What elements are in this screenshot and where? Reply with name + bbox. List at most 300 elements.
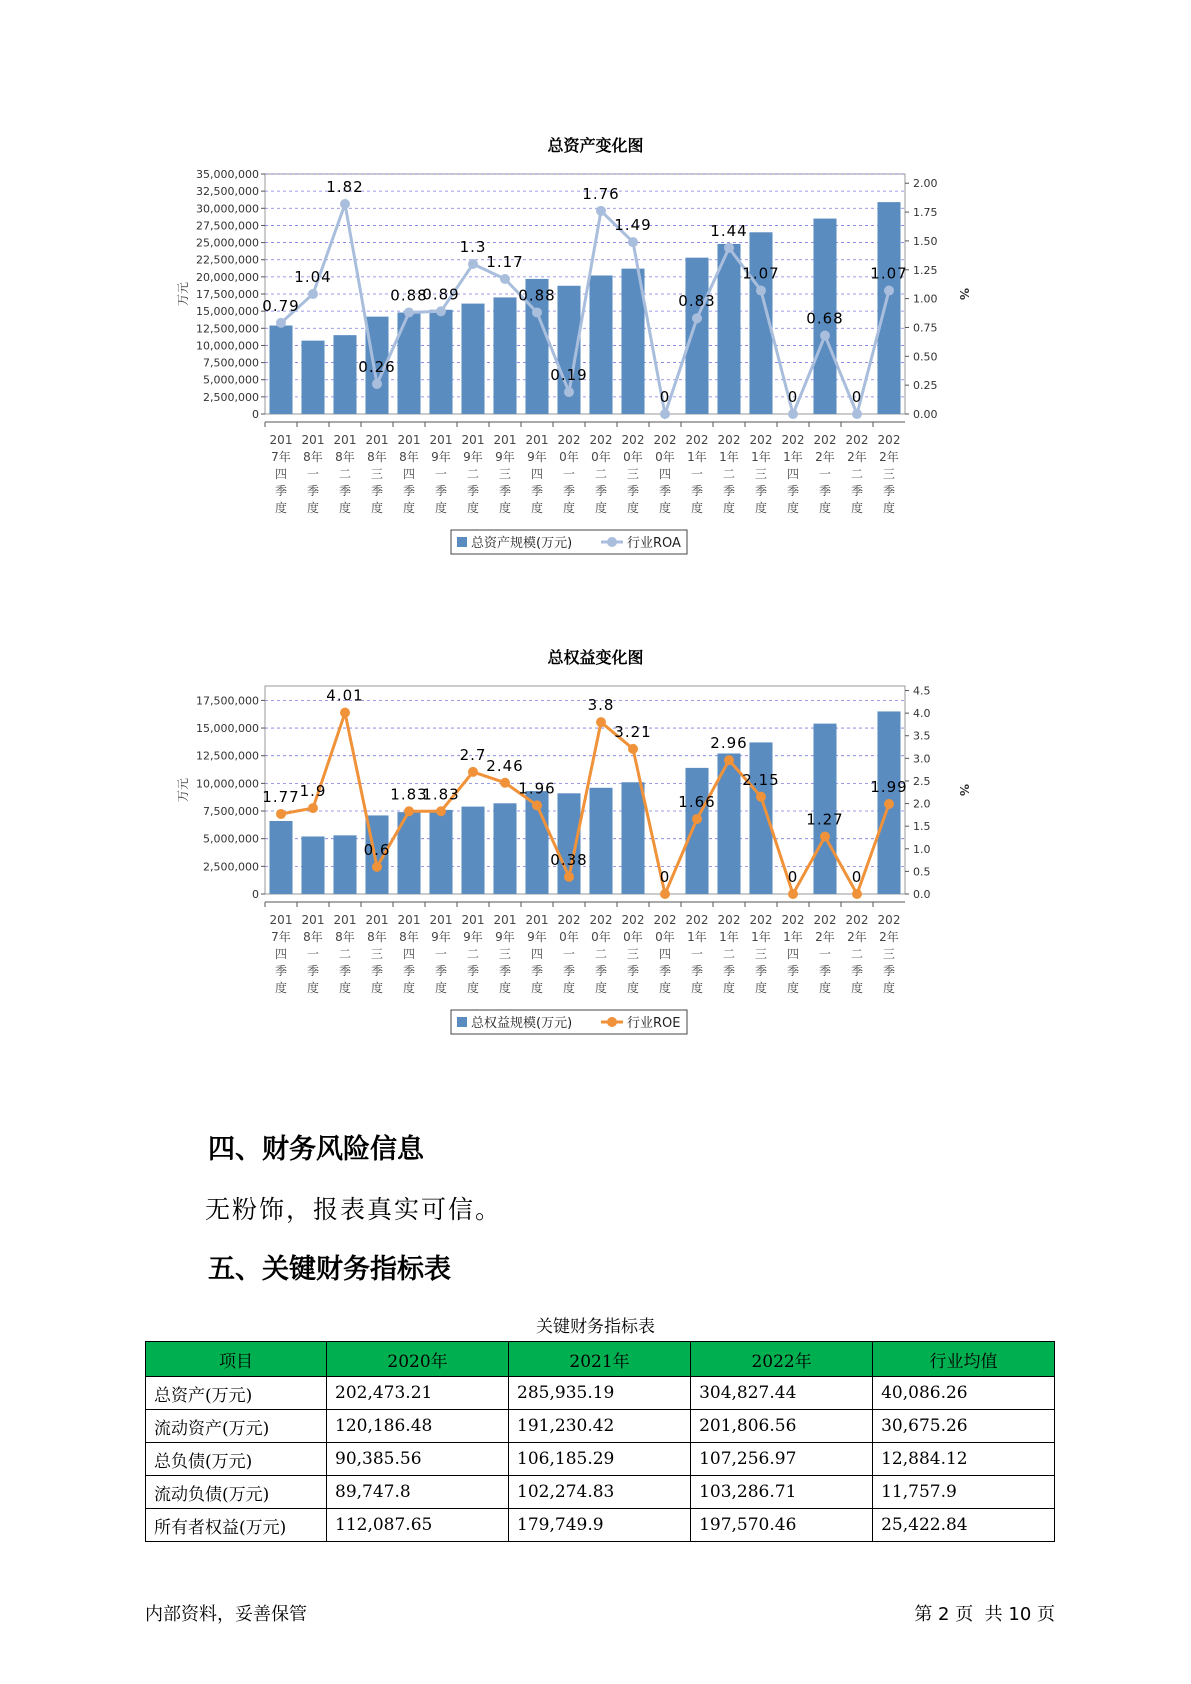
data-label: 0.6 xyxy=(363,840,391,859)
line-point xyxy=(468,767,478,777)
x-tick-label: 二 xyxy=(722,947,736,961)
table-cell: 202,473.21 xyxy=(327,1377,509,1410)
x-tick-label: 度 xyxy=(850,981,864,995)
line-point xyxy=(564,872,574,882)
line-point xyxy=(532,800,542,810)
data-label: 1.49 xyxy=(614,216,652,235)
line-point xyxy=(692,313,702,323)
x-tick-label: 季 xyxy=(434,964,448,978)
line-point xyxy=(340,708,350,718)
risk-text: 无粉饰，报表真实可信。 xyxy=(205,1195,503,1224)
x-tick-label: 度 xyxy=(338,981,352,995)
x-tick-label: 9年 xyxy=(431,450,451,464)
x-tick-label: 201 xyxy=(269,913,293,927)
table-cell: 112,087.65 xyxy=(327,1509,509,1542)
y2-tick-label: 3.5 xyxy=(913,729,931,743)
data-label: 1.99 xyxy=(870,778,908,797)
x-tick-label: 202 xyxy=(685,433,709,447)
table-cell: 107,256.97 xyxy=(691,1443,873,1476)
table-cell: 流动资产(万元) xyxy=(146,1410,327,1443)
x-tick-label: 二 xyxy=(338,947,352,961)
y2-tick-label: 1.5 xyxy=(913,820,931,834)
x-tick-label: 202 xyxy=(653,913,677,927)
x-tick-label: 202 xyxy=(621,913,645,927)
y2-axis-label: % xyxy=(957,783,971,797)
x-tick-label: 1年 xyxy=(783,930,803,944)
line-point xyxy=(404,307,414,317)
x-tick-label: 季 xyxy=(530,484,544,498)
y-axis-label: 万元 xyxy=(176,777,190,803)
x-tick-label: 201 xyxy=(461,433,485,447)
bar xyxy=(621,782,644,894)
x-tick-label: 度 xyxy=(818,981,832,995)
data-label: 0.38 xyxy=(550,850,588,869)
bar xyxy=(685,768,708,894)
x-tick-label: 度 xyxy=(754,501,768,515)
x-tick-label: 季 xyxy=(562,964,576,978)
table-cell: 流动负债(万元) xyxy=(146,1476,327,1509)
line-point xyxy=(628,744,638,754)
x-tick-label: 度 xyxy=(274,501,288,515)
chart1-title: 总资产变化图 xyxy=(547,136,644,155)
x-tick-label: 四 xyxy=(530,467,544,481)
x-tick-label: 8年 xyxy=(335,930,355,944)
y2-tick-label: 2.5 xyxy=(913,774,931,788)
x-tick-label: 202 xyxy=(717,433,741,447)
x-tick-label: 201 xyxy=(301,433,325,447)
x-tick-label: 度 xyxy=(626,981,640,995)
bar xyxy=(269,821,292,894)
x-tick-label: 三 xyxy=(882,467,896,481)
line-point xyxy=(756,792,766,802)
x-tick-label: 202 xyxy=(685,913,709,927)
bar xyxy=(333,335,356,414)
footer-note: 内部资料，妥善保管 xyxy=(145,1604,307,1625)
x-tick-label: 202 xyxy=(877,433,901,447)
y-tick-label: 32,500,000 xyxy=(196,185,259,199)
x-tick-label: 201 xyxy=(397,433,421,447)
x-tick-label: 季 xyxy=(786,964,800,978)
x-tick-label: 四 xyxy=(274,947,288,961)
bar xyxy=(685,258,708,414)
line-point xyxy=(660,889,670,899)
x-tick-label: 一 xyxy=(562,947,576,961)
bar xyxy=(461,304,484,414)
x-tick-label: 度 xyxy=(274,981,288,995)
x-tick-label: 201 xyxy=(525,913,549,927)
x-tick-label: 度 xyxy=(882,501,896,515)
x-tick-label: 一 xyxy=(306,467,320,481)
y-tick-label: 30,000,000 xyxy=(196,202,259,216)
bar xyxy=(429,810,452,894)
chart2-title: 总权益变化图 xyxy=(547,648,644,667)
y-tick-label: 5,000,000 xyxy=(203,832,259,846)
x-tick-label: 0年 xyxy=(559,930,579,944)
legend-line-marker xyxy=(607,537,617,547)
x-tick-label: 三 xyxy=(626,467,640,481)
y2-tick-label: 3.0 xyxy=(913,752,931,766)
x-tick-label: 三 xyxy=(754,947,768,961)
x-tick-label: 度 xyxy=(402,501,416,515)
x-tick-label: 季 xyxy=(274,964,288,978)
x-tick-label: 季 xyxy=(306,484,320,498)
y-tick-label: 7,500,000 xyxy=(203,805,259,819)
x-tick-label: 7年 xyxy=(271,930,291,944)
bar xyxy=(493,803,516,894)
table-cell: 总负债(万元) xyxy=(146,1443,327,1476)
line-point xyxy=(436,806,446,816)
x-tick-label: 季 xyxy=(338,484,352,498)
y-tick-label: 15,000,000 xyxy=(196,305,259,319)
x-tick-label: 8年 xyxy=(335,450,355,464)
bar xyxy=(877,202,900,414)
x-tick-label: 8年 xyxy=(367,450,387,464)
x-tick-label: 三 xyxy=(370,947,384,961)
legend-label: 行业ROE xyxy=(627,1016,681,1031)
x-tick-label: 0年 xyxy=(591,930,611,944)
x-tick-label: 202 xyxy=(877,913,901,927)
x-tick-label: 度 xyxy=(722,501,736,515)
table-row xyxy=(146,1443,1055,1476)
data-label: 1.66 xyxy=(678,792,716,811)
data-label: 0.68 xyxy=(806,309,844,328)
line-point xyxy=(884,286,894,296)
x-tick-label: 季 xyxy=(722,484,736,498)
x-tick-label: 202 xyxy=(813,913,837,927)
data-label: 4.01 xyxy=(326,686,364,705)
data-label: 1.3 xyxy=(459,238,487,256)
data-label: 0.19 xyxy=(550,366,588,385)
x-tick-label: 201 xyxy=(301,913,325,927)
line-point xyxy=(756,286,766,296)
x-tick-label: 四 xyxy=(786,947,800,961)
x-tick-label: 季 xyxy=(850,964,864,978)
y-tick-label: 20,000,000 xyxy=(196,270,259,284)
table-cell: 40,086.26 xyxy=(873,1377,1055,1410)
data-label: 1.07 xyxy=(870,264,908,283)
x-tick-label: 季 xyxy=(498,484,512,498)
x-tick-label: 季 xyxy=(466,964,480,978)
x-tick-label: 四 xyxy=(658,467,672,481)
table-heading: 五、关键财务指标表 xyxy=(208,1254,451,1285)
key-financial-table xyxy=(145,1341,1055,1542)
legend-label: 总权益规模(万元) xyxy=(471,1016,573,1031)
data-label: 0 xyxy=(659,388,671,406)
y-tick-label: 10,000,000 xyxy=(196,777,259,791)
x-tick-label: 202 xyxy=(589,913,613,927)
data-label: 0.79 xyxy=(262,296,300,315)
line-point xyxy=(436,306,446,316)
x-tick-label: 季 xyxy=(658,964,672,978)
x-tick-label: 季 xyxy=(402,484,416,498)
x-tick-label: 二 xyxy=(338,467,352,481)
line-point xyxy=(276,318,286,328)
x-tick-label: 二 xyxy=(466,947,480,961)
x-tick-label: 度 xyxy=(658,981,672,995)
table-header-cell: 项目 xyxy=(146,1342,327,1377)
x-tick-label: 201 xyxy=(525,433,549,447)
data-label: 2.7 xyxy=(459,745,487,764)
legend-bar-swatch xyxy=(457,537,467,547)
x-tick-label: 度 xyxy=(850,501,864,515)
x-tick-label: 度 xyxy=(466,981,480,995)
line-point xyxy=(564,387,574,397)
x-tick-label: 0年 xyxy=(559,450,579,464)
data-label: 0 xyxy=(851,868,863,886)
x-tick-label: 度 xyxy=(338,501,352,515)
x-tick-label: 季 xyxy=(722,964,736,978)
x-tick-label: 四 xyxy=(786,467,800,481)
x-tick-label: 1年 xyxy=(783,450,803,464)
x-tick-label: 201 xyxy=(493,913,517,927)
data-label: 0.26 xyxy=(358,358,396,376)
x-tick-label: 季 xyxy=(370,964,384,978)
x-tick-label: 三 xyxy=(754,467,768,481)
x-tick-label: 度 xyxy=(306,501,320,515)
x-tick-label: 8年 xyxy=(303,450,323,464)
table-cell: 106,185.29 xyxy=(509,1443,691,1476)
x-tick-label: 一 xyxy=(306,947,320,961)
line-point xyxy=(372,379,382,389)
line-point xyxy=(404,806,414,816)
x-tick-label: 度 xyxy=(882,981,896,995)
x-tick-label: 201 xyxy=(429,433,453,447)
x-tick-label: 二 xyxy=(850,467,864,481)
table-cell: 30,675.26 xyxy=(873,1410,1055,1443)
bar xyxy=(301,341,324,414)
data-label: 0.88 xyxy=(518,286,556,305)
table-cell: 304,827.44 xyxy=(691,1377,873,1410)
data-label: 0 xyxy=(787,388,799,406)
x-tick-label: 度 xyxy=(306,981,320,995)
x-tick-label: 202 xyxy=(717,913,741,927)
y-tick-label: 17,500,000 xyxy=(196,288,259,301)
x-tick-label: 三 xyxy=(882,947,896,961)
x-tick-label: 季 xyxy=(850,484,864,498)
y2-tick-label: 1.75 xyxy=(913,206,938,220)
x-tick-label: 季 xyxy=(338,964,352,978)
y-tick-label: 0 xyxy=(252,888,259,901)
x-tick-label: 四 xyxy=(274,467,288,481)
x-tick-label: 度 xyxy=(402,981,416,995)
line-point xyxy=(788,889,798,899)
x-tick-label: 0年 xyxy=(591,450,611,464)
data-label: 1.77 xyxy=(262,787,300,806)
y2-tick-label: 1.50 xyxy=(913,234,938,248)
data-label: 1.96 xyxy=(518,779,556,798)
x-tick-label: 8年 xyxy=(303,930,323,944)
x-tick-label: 一 xyxy=(562,467,576,481)
y2-tick-label: 2.0 xyxy=(913,797,931,811)
x-tick-label: 度 xyxy=(626,501,640,515)
x-tick-label: 2年 xyxy=(847,450,867,464)
x-tick-label: 二 xyxy=(850,947,864,961)
data-label: 1.82 xyxy=(326,178,364,196)
table-header-cell: 2021年 xyxy=(509,1342,691,1377)
x-tick-label: 202 xyxy=(621,433,645,447)
y-tick-label: 22,500,000 xyxy=(196,253,259,267)
total-equity-chart xyxy=(0,672,1191,1102)
line-point xyxy=(596,717,606,727)
x-tick-label: 度 xyxy=(658,501,672,515)
line-point xyxy=(820,331,830,341)
x-tick-label: 度 xyxy=(466,501,480,515)
page-number: 第 2 页 共 10 页 xyxy=(914,1604,1055,1625)
x-tick-label: 季 xyxy=(882,964,896,978)
line-point xyxy=(532,307,542,317)
x-tick-label: 2年 xyxy=(847,930,867,944)
x-tick-label: 202 xyxy=(813,433,837,447)
y-tick-label: 0 xyxy=(252,408,259,421)
table-cell: 90,385.56 xyxy=(327,1443,509,1476)
x-tick-label: 1年 xyxy=(751,450,771,464)
line-point xyxy=(884,799,894,809)
x-tick-label: 四 xyxy=(530,947,544,961)
bar xyxy=(333,835,356,894)
x-tick-label: 201 xyxy=(429,913,453,927)
y-tick-label: 25,000,000 xyxy=(196,236,259,250)
y-tick-label: 7,500,000 xyxy=(203,356,259,370)
x-tick-label: 1年 xyxy=(751,930,771,944)
x-tick-label: 201 xyxy=(493,433,517,447)
y2-tick-label: 1.0 xyxy=(913,842,931,856)
x-tick-label: 201 xyxy=(461,913,485,927)
data-label: 3.21 xyxy=(614,722,652,741)
x-tick-label: 7年 xyxy=(271,450,291,464)
bar xyxy=(461,807,484,894)
table-row xyxy=(146,1509,1055,1542)
y-tick-label: 27,500,000 xyxy=(196,219,259,233)
x-tick-label: 季 xyxy=(434,484,448,498)
x-tick-label: 季 xyxy=(466,484,480,498)
x-tick-label: 度 xyxy=(818,501,832,515)
x-tick-label: 季 xyxy=(882,484,896,498)
x-tick-label: 9年 xyxy=(431,930,451,944)
x-tick-label: 0年 xyxy=(655,930,675,944)
x-tick-label: 202 xyxy=(845,913,869,927)
x-tick-label: 二 xyxy=(594,467,608,481)
x-tick-label: 度 xyxy=(434,501,448,515)
table-cell: 25,422.84 xyxy=(873,1509,1055,1542)
x-tick-label: 9年 xyxy=(495,450,515,464)
table-cell: 285,935.19 xyxy=(509,1377,691,1410)
x-tick-label: 二 xyxy=(722,467,736,481)
y-tick-label: 17,500,000 xyxy=(196,694,259,708)
risk-heading: 四、财务风险信息 xyxy=(208,1134,424,1165)
bar xyxy=(589,788,612,894)
x-tick-label: 度 xyxy=(370,501,384,515)
y2-axis-label: % xyxy=(957,287,971,301)
bar xyxy=(589,275,612,414)
x-tick-label: 季 xyxy=(370,484,384,498)
table-cell: 所有者权益(万元) xyxy=(146,1509,327,1542)
y2-tick-label: 2.00 xyxy=(913,177,938,191)
data-label: 3.8 xyxy=(587,696,615,715)
x-tick-label: 202 xyxy=(557,913,581,927)
x-tick-label: 季 xyxy=(562,484,576,498)
table-cell: 103,286.71 xyxy=(691,1476,873,1509)
data-label: 1.9 xyxy=(299,782,327,801)
x-tick-label: 202 xyxy=(845,433,869,447)
x-tick-label: 季 xyxy=(658,484,672,498)
x-tick-label: 0年 xyxy=(623,930,643,944)
data-label: 1.83 xyxy=(390,785,428,804)
x-tick-label: 0年 xyxy=(623,450,643,464)
x-tick-label: 202 xyxy=(653,433,677,447)
y2-tick-label: 0.5 xyxy=(913,865,931,879)
line-point xyxy=(308,289,318,299)
line-point xyxy=(308,803,318,813)
x-tick-label: 度 xyxy=(498,501,512,515)
table-cell: 总资产(万元) xyxy=(146,1377,327,1410)
x-tick-label: 9年 xyxy=(527,450,547,464)
x-tick-label: 度 xyxy=(370,981,384,995)
table-row xyxy=(146,1377,1055,1410)
x-tick-label: 1年 xyxy=(719,930,739,944)
table-cell: 120,186.48 xyxy=(327,1410,509,1443)
table-header-cell: 2022年 xyxy=(691,1342,873,1377)
x-tick-label: 9年 xyxy=(495,930,515,944)
y-tick-label: 35,000,000 xyxy=(196,168,259,181)
x-tick-label: 201 xyxy=(333,913,357,927)
x-tick-label: 二 xyxy=(466,467,480,481)
line-point xyxy=(628,237,638,247)
x-tick-label: 度 xyxy=(530,981,544,995)
x-tick-label: 一 xyxy=(434,947,448,961)
x-tick-label: 季 xyxy=(594,484,608,498)
table-row xyxy=(146,1410,1055,1443)
x-tick-label: 度 xyxy=(722,981,736,995)
x-tick-label: 季 xyxy=(690,964,704,978)
table-cell: 197,570.46 xyxy=(691,1509,873,1542)
x-tick-label: 2年 xyxy=(879,930,899,944)
line-point xyxy=(500,778,510,788)
x-tick-label: 季 xyxy=(594,964,608,978)
bar xyxy=(813,724,836,894)
data-label: 1.07 xyxy=(742,264,780,283)
table-cell: 201,806.56 xyxy=(691,1410,873,1443)
line-point xyxy=(820,832,830,842)
line-point xyxy=(276,809,286,819)
x-tick-label: 季 xyxy=(754,964,768,978)
x-tick-label: 季 xyxy=(754,484,768,498)
data-label: 0.83 xyxy=(678,292,716,311)
x-tick-label: 度 xyxy=(562,501,576,515)
x-tick-label: 202 xyxy=(749,913,773,927)
x-tick-label: 202 xyxy=(557,433,581,447)
x-tick-label: 8年 xyxy=(399,930,419,944)
x-tick-label: 度 xyxy=(786,501,800,515)
x-tick-label: 季 xyxy=(498,964,512,978)
data-label: 1.44 xyxy=(710,221,748,240)
x-tick-label: 季 xyxy=(530,964,544,978)
x-tick-label: 季 xyxy=(690,484,704,498)
line-point xyxy=(692,814,702,824)
table-cell: 89,747.8 xyxy=(327,1476,509,1509)
data-label: 0 xyxy=(659,868,671,886)
bar xyxy=(429,310,452,414)
y2-tick-label: 1.25 xyxy=(913,263,938,277)
data-label: 1.76 xyxy=(582,184,620,203)
x-tick-label: 季 xyxy=(818,964,832,978)
x-tick-label: 201 xyxy=(269,433,293,447)
table-caption: 关键财务指标表 xyxy=(536,1317,655,1337)
y2-tick-label: 0.75 xyxy=(913,321,938,335)
x-tick-label: 度 xyxy=(690,501,704,515)
bar xyxy=(493,297,516,414)
x-tick-label: 度 xyxy=(754,981,768,995)
table-cell: 11,757.9 xyxy=(873,1476,1055,1509)
